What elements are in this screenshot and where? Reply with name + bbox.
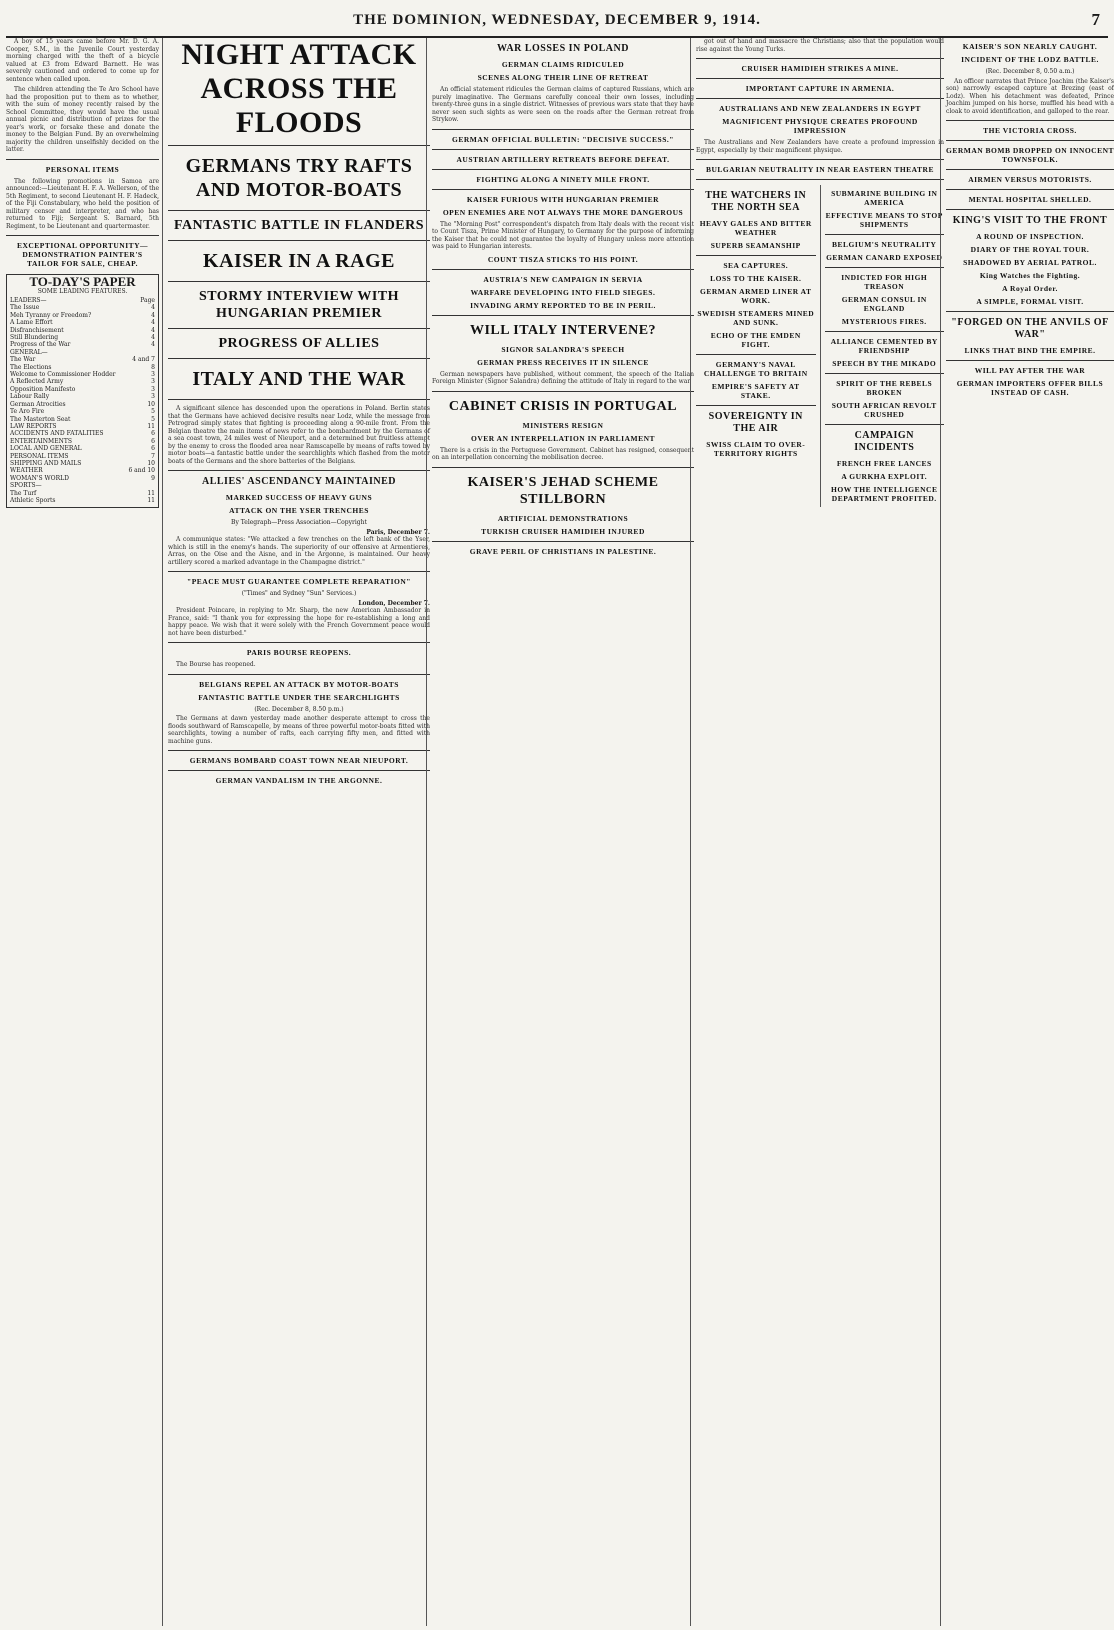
index-label: The War: [10, 356, 36, 364]
index-label: SPORTS—: [10, 482, 42, 490]
headline-german-bulletin: GERMAN OFFICIAL BULLETIN: "DECISIVE SUCCESS.": [452, 134, 674, 144]
todays-paper-box: [6, 274, 159, 508]
index-row: [10, 378, 155, 385]
todays-paper-index: [10, 297, 155, 504]
subhead-salandra: SIGNOR SALANDRA'S SPEECH: [501, 344, 625, 354]
index-label: Te Aro Fire: [10, 408, 45, 416]
index-row: [10, 364, 155, 371]
article-te-aro-school: The children attending the Te Aro School have had the proposition put to them as to whether, with the sum of money recently raised by the School Committee, they would have the usual annual picnic and distribution of prizes for the year's work, or forsake these and donate the money to the Belgian Fund. By an overwhelming majority the children unselfishly decided on the latter.: [6, 86, 159, 153]
index-label: LOCAL AND GENERAL: [10, 445, 82, 453]
subhead-lodz-incident: INCIDENT OF THE LODZ BATTLE.: [961, 55, 1099, 64]
subhead-heavy-gales: HEAVY GALES AND BITTER WEATHER: [699, 219, 812, 237]
index-row: [10, 423, 155, 430]
index-label: ENTERTAINMENTS: [10, 437, 72, 445]
index-page: 11: [147, 496, 155, 504]
headline-belgians-repel: BELGIANS REPEL AN ATTACK BY MOTOR-BOATS: [199, 679, 399, 689]
index-page: 6: [151, 445, 155, 453]
received-note-col5: (Rec. December 8, 0.50 a.m.): [985, 68, 1075, 75]
index-label: The Masterton Seat: [10, 415, 71, 423]
index-label: The Issue: [10, 304, 40, 312]
subhead-king-watches: King Watches the Fighting.: [979, 271, 1081, 280]
headline-naval-challenge: GERMANY'S NAVAL CHALLENGE TO BRITAIN: [703, 360, 808, 378]
article-count-tisza: The "Morning Post" correspondent's dispatch from Italy deals with the recent visit to Count Tisza, Prime Minister of Hungary, to Germany for the purpose of informing the Kaiser that he could not guarantee the loyalty of Hungary unless more attention was paid to Hungarian interests.: [432, 220, 694, 250]
index-page: 9: [151, 474, 155, 482]
index-page: 4: [151, 304, 155, 312]
credit-times-sun: ("Times" and Sydney "Sun" Services.): [241, 590, 357, 597]
headline-austria-servia: AUSTRIA'S NEW CAMPAIGN IN SERVIA: [483, 274, 643, 284]
index-label: PERSONAL ITEMS: [10, 452, 69, 460]
subhead-links-empire: LINKS THAT BIND THE EMPIRE.: [964, 346, 1096, 355]
subhead-loss-kaiser: LOSS TO THE KAISER.: [710, 274, 802, 283]
subhead-heavy-guns: MARKED SUCCESS OF HEAVY GUNS: [225, 493, 373, 502]
index-page: 3: [151, 371, 155, 379]
subhead-tisza-point: COUNT TISZA STICKS TO HIS POINT.: [487, 254, 639, 264]
index-row: [10, 341, 155, 348]
article-prince-joachim: An officer narrates that Prince Joachim (the Kaiser's son) narrowly escaped capture at Brezing (east of Lodz). When his detachment was defeated, Prince Joachim jumped on his horse, muffled his head with a cloak to avoid identification, and galloped to the rear.: [946, 77, 1114, 115]
headline-kings-visit: KING'S VISIT TO THE FRONT: [952, 215, 1108, 226]
column-1: [6, 38, 163, 1626]
column-4-right: [820, 185, 945, 507]
headline-pay-after-war: WILL PAY AFTER THE WAR: [974, 366, 1086, 375]
article-poincare: President Poincare, in replying to Mr. Sharp, the new American Ambassador in France, said: "I thank you for expressing the hope for re-establishing a long and happy peace. We wish that it were solely with the French Government peace would not have been disturbed.": [168, 607, 430, 637]
article-juvenile-court: A boy of 15 years came before Mr. D. G. A. Cooper, S.M., in the Juvenile Court yesterday morning charged with the theft of a bicycle valued at £3 from Edward Barnett. He was severely cautioned and ordered to come up for sentence when called upon.: [6, 38, 159, 83]
subhead-field-sieges: WARFARE DEVELOPING INTO FIELD SIEGES.: [470, 287, 656, 297]
column-5: [940, 38, 1114, 1626]
article-lodz-summary: A significant silence has descended upon the operations in Poland. Berlin states that the Germans have achieved decisive results near Lodz, while the message from Petrograd simply states that fighting is proceeding along a 90-mile front. From the Belgian theatre the main items of news refer to the bombardment by the Germans of a sea coast town, 24 miles west of Nieuport, and a determined but fruitless attempt by the enemy to cross the flooded area near Ramscapelle by means of rafts towed by motor boats—a fantastic battle under the searchlights which flashed from the motor boats of the Germans and the shore batteries of the Belgians.: [168, 405, 430, 465]
headline-belgium-neutrality: BELGIUM'S NEUTRALITY: [832, 240, 937, 249]
index-label: German Atrocities: [10, 400, 66, 408]
headline-paris-bourse: PARIS BOURSE REOPENS.: [246, 648, 352, 657]
subhead-stop-shipments: EFFECTIVE MEANS TO STOP SHIPMENTS: [825, 211, 943, 229]
index-label: LEADERS—: [10, 297, 47, 304]
subhead-yser-trenches: ATTACK ON THE YSER TRENCHES: [229, 506, 369, 515]
column-2: [162, 38, 435, 1626]
index-label: Labour Rally: [10, 393, 50, 401]
subhead-mikado: SPEECH BY THE MIKADO: [832, 359, 937, 368]
headline-north-sea: THE WATCHERS IN THE NORTH SEA: [705, 190, 807, 213]
index-page: 11: [147, 489, 155, 497]
index-row: [10, 416, 155, 423]
index-page: 4: [151, 341, 155, 349]
headline-airmen-motorists: AIRMEN VERSUS MOTORISTS.: [968, 175, 1092, 184]
headline-anzacs-egypt: AUSTRALIANS AND NEW ZEALANDERS IN EGYPT: [719, 104, 921, 113]
index-row: [10, 327, 155, 334]
dateline-paris: Paris, December 7.: [366, 528, 430, 536]
headline-nieuport: GERMANS BOMBARD COAST TOWN NEAR NIEUPORT.: [189, 756, 409, 765]
index-row: [10, 430, 155, 437]
headline-italy-war: ITALY AND THE WAR: [192, 368, 406, 390]
index-row: [10, 304, 155, 311]
subhead-searchlights: FANTASTIC BATTLE UNDER THE SEARCHLIGHTS: [198, 692, 400, 702]
subhead-german-press: GERMAN PRESS RECEIVES IT IN SILENCE: [477, 357, 649, 367]
index-page: 6: [151, 437, 155, 445]
index-row: [10, 497, 155, 504]
subhead-round-inspection: A ROUND OF INSPECTION.: [976, 232, 1084, 241]
index-row: [10, 312, 155, 319]
subhead-open-enemies: OPEN ENEMIES ARE NOT ALWAYS THE MORE DANGEROUS: [442, 207, 684, 217]
headline-mental-hospital: MENTAL HOSPITAL SHELLED.: [968, 195, 1092, 204]
index-label: Opposition Manifesto: [10, 385, 76, 393]
headline-campaign-incidents: CAMPAIGN INCIDENTS: [854, 430, 915, 453]
columns: [6, 38, 1114, 1626]
index-label: ACCIDENTS AND FATALITIES: [10, 430, 104, 438]
index-page: 3: [151, 378, 155, 386]
headline-jehad-scheme: KAISER'S JEHAD SCHEME STILLBORN: [467, 474, 659, 507]
index-row: [10, 349, 155, 356]
article-portugal: There is a crisis in the Portuguese Government. Cabinet has resigned, consequent on an interpellation concerning the mobilisation decree.: [432, 446, 694, 461]
subhead-aerial-patrol: SHADOWED BY AERIAL PATROL.: [963, 258, 1097, 267]
index-page: 5: [151, 408, 155, 416]
article-personal-items: The following promotions in Samoa are announced:—Lieutenant H. F. A. Wellerson, of the 5th Regiment, to second Lieutenant H. F. Hadeck, of the Fiji Constabulary, who held the position of military censor and interpreter, and who has returned to Fiji; Sergeant S. Barnard, 5th Regiment, to be Lieutenant and quartermaster.: [6, 177, 159, 230]
index-label: LAW REPORTS: [10, 422, 57, 430]
index-row: [10, 356, 155, 363]
article-bourse: The Bourse has reopened.: [176, 661, 256, 668]
todays-paper-title: TO-DAY'S PAPER: [29, 274, 136, 289]
headline-christians-palestine: GRAVE PERIL OF CHRISTIANS IN PALESTINE.: [469, 546, 657, 556]
index-page: 6 and 10: [128, 467, 155, 475]
subhead-armed-liner: GERMAN ARMED LINER AT WORK.: [700, 287, 812, 305]
subhead-german-claims: GERMAN CLAIMS RIDICULED: [501, 60, 625, 69]
subhead-artificial-demonstrations: ARTIFICIAL DEMONSTRATIONS: [497, 513, 629, 523]
headline-victoria-cross: THE VICTORIA CROSS.: [983, 126, 1077, 135]
index-row: [10, 490, 155, 497]
subhead-royal-order: A Royal Order.: [1002, 284, 1058, 293]
headline-peace-reparation: "PEACE MUST GUARANTEE COMPLETE REPARATION": [187, 577, 411, 586]
index-row: [10, 453, 155, 460]
personal-items-heading: PERSONAL ITEMS: [45, 164, 120, 174]
masthead-title: THE DOMINION, WEDNESDAY, DECEMBER 9, 1914.: [353, 12, 761, 28]
headline-sovereignty-air: SOVEREIGNTY IN THE AIR: [708, 411, 803, 434]
index-label: GENERAL—: [10, 348, 48, 356]
headline-ninety-mile: FIGHTING ALONG A NINETY MILE FRONT.: [476, 174, 650, 184]
index-label: SHIPPING AND MAILS: [10, 459, 82, 467]
subhead-german-consul: GERMAN CONSUL IN ENGLAND: [841, 295, 927, 313]
dateline-london: London, December 7.: [358, 599, 430, 607]
subhead-german-canard: GERMAN CANARD EXPOSED: [826, 253, 943, 262]
subhead-formal-visit: A SIMPLE, FORMAL VISIT.: [976, 297, 1084, 306]
headline-night-attack: NIGHT ATTACK ACROSS THE FLOODS: [181, 38, 417, 139]
index-page: 5: [151, 415, 155, 423]
article-anzacs: The Australians and New Zealanders have create a profound impression in Egypt, especially by their magnificent physique.: [696, 139, 944, 154]
index-label: Progress of the War: [10, 341, 71, 349]
index-row: [10, 475, 155, 482]
index-row: [10, 408, 155, 415]
index-row: [10, 445, 155, 452]
index-row: [10, 297, 155, 304]
index-row: [10, 482, 155, 489]
headline-progress-allies: PROGRESS OF ALLIES: [218, 336, 380, 351]
headline-alliance-friendship: ALLIANCE CEMENTED BY FRIENDSHIP: [830, 337, 938, 355]
index-page: 4: [151, 334, 155, 342]
headline-war-losses-poland: WAR LOSSES IN POLAND: [497, 43, 629, 54]
subhead-free-lances: FRENCH FREE LANCES: [836, 459, 932, 468]
index-row: [10, 438, 155, 445]
index-row: [10, 401, 155, 408]
column-4-left: [696, 185, 816, 507]
credit-press-association: By Telegraph—Press Association—Copyright: [231, 519, 367, 526]
headline-sea-captures: SEA CAPTURES.: [723, 261, 789, 270]
headline-anvils-of-war: "FORGED ON THE ANVILS OF WAR": [951, 317, 1109, 340]
subhead-royal-tour: DIARY OF THE ROYAL TOUR.: [970, 245, 1090, 254]
headline-kaiser-rage: KAISER IN A RAGE: [203, 250, 395, 272]
index-label: A Reflected Army: [10, 378, 64, 386]
index-page: 4: [151, 326, 155, 334]
index-row: [10, 460, 155, 467]
headline-flanders: FANTASTIC BATTLE IN FLANDERS: [173, 218, 425, 233]
index-page: 10: [147, 400, 155, 408]
headline-italy-intervene: WILL ITALY INTERVENE?: [469, 322, 657, 338]
subhead-hamidieh-injured: TURKISH CRUISER HAMIDIEH INJURED: [481, 526, 645, 536]
subhead-seamanship: SUPERB SEAMANSHIP: [710, 241, 801, 250]
headline-german-bomb: GERMAN BOMB DROPPED ON INNOCENT TOWNSFOLK.: [946, 146, 1114, 164]
index-page: 11: [147, 422, 155, 430]
subhead-interpellation: OVER AN INTERPELLATION IN PARLIAMENT: [471, 433, 655, 443]
index-label: The Turf: [10, 489, 37, 497]
index-row: [10, 467, 155, 474]
subhead-swedish-steamers: SWEDISH STEAMERS MINED AND SUNK.: [697, 309, 815, 327]
article-continuation: got out of hand and massacre the Christians; also that the population would rise against the Young Turks.: [696, 38, 944, 53]
subhead-gurkha: A GURKHA EXPLOIT.: [841, 472, 928, 481]
headline-cabinet-crisis: CABINET CRISIS IN PORTUGAL: [448, 398, 678, 414]
masthead: [6, 6, 1108, 38]
subhead-ministers-resign: MINISTERS RESIGN: [522, 420, 604, 430]
headline-argonne: GERMAN VANDALISM IN THE ARGONNE.: [215, 776, 383, 785]
index-page: 4: [151, 311, 155, 319]
subhead-intelligence: HOW THE INTELLIGENCE DEPARTMENT PROFITED.: [831, 485, 938, 503]
index-label: WOMAN'S WORLD: [10, 474, 69, 482]
headline-kaisers-son: KAISER'S SON NEARLY CAUGHT.: [962, 42, 1098, 51]
headline-kaiser-furious: KAISER FURIOUS WITH HUNGARIAN PREMIER: [466, 194, 660, 204]
index-label: The Elections: [10, 363, 52, 371]
index-row: [10, 393, 155, 400]
headline-austrian-artillery: AUSTRIAN ARTILLERY RETREATS BEFORE DEFEAT.: [456, 154, 670, 164]
page-number: 7: [1091, 10, 1100, 29]
index-page: 4 and 7: [132, 356, 155, 364]
column-4: [690, 38, 949, 1626]
index-page: 3: [151, 393, 155, 401]
subhead-line-of-retreat: SCENES ALONG THEIR LINE OF RETREAT: [477, 73, 649, 82]
subhead-revolt-crushed: SOUTH AFRICAN REVOLT CRUSHED: [831, 401, 937, 419]
index-label: Meh Tyranny or Freedom?: [10, 311, 92, 319]
subhead-emden: ECHO OF THE EMDEN FIGHT.: [710, 331, 801, 349]
index-label: A Lame Effort: [10, 319, 53, 327]
index-label: Still Blundering: [10, 334, 59, 342]
headline-rafts: GERMANS TRY RAFTS AND MOTOR-BOATS: [185, 155, 413, 201]
index-row: [10, 386, 155, 393]
index-label: Disfranchisement: [10, 326, 64, 334]
index-label: WEATHER: [10, 467, 43, 475]
received-note: (Rec. December 8, 8.50 p.m.): [254, 705, 344, 713]
headline-high-treason: INDICTED FOR HIGH TREASON: [841, 273, 928, 291]
index-label: Welcome to Commissioner Hodder: [10, 371, 116, 379]
index-page: 7: [151, 452, 155, 460]
headline-submarine-america: SUBMARINE BUILDING IN AMERICA: [831, 189, 938, 207]
headline-hamidieh-mine: CRUISER HAMIDIEH STRIKES A MINE.: [741, 64, 899, 73]
index-label: Athletic Sports: [10, 496, 56, 504]
headline-stormy-interview: STORMY INTERVIEW WITH HUNGARIAN PREMIER: [198, 289, 400, 321]
exceptional-opportunity-heading: EXCEPTIONAL OPPORTUNITY—DEMONSTRATION PAINTER'S TAILOR FOR SALE, CHEAP.: [16, 241, 149, 268]
headline-bulgarian-neutrality: BULGARIAN NEUTRALITY IN NEAR EASTERN THEATRE: [706, 165, 934, 174]
index-row: [10, 334, 155, 341]
index-page: 3: [151, 385, 155, 393]
column-4-split: [696, 185, 944, 507]
article-communique: A communique states: "We attacked a few trenches on the left bank of the Yser, which is still in the enemy's hands. The superiority of our offensive at Armentieres, Arras, on the Oise and the Aisne, and in the Argonne, is maintained. Our heavy artillery scored a marked advantage in the Champagne district.": [168, 536, 430, 566]
article-motor-boats: The Germans at dawn yesterday made another desperate attempt to cross the floods southward of Ramscapelle, by means of three powerful motor-boats fitted with searchlights, towing a number of rafts, each carrying fifty men, and fitted with machine guns.: [168, 715, 430, 745]
index-page: 6: [151, 430, 155, 438]
index-row: [10, 319, 155, 326]
headline-allies-ascendancy: ALLIES' ASCENDANCY MAINTAINED: [202, 476, 396, 487]
subhead-invading-army: INVADING ARMY REPORTED TO BE IN PERIL.: [470, 300, 656, 310]
index-page: Page: [140, 297, 155, 304]
subhead-physique: MAGNIFICENT PHYSIQUE CREATES PROFOUND IMPRESSION: [722, 117, 918, 135]
subhead-swiss-claim: SWISS CLAIM TO OVER-TERRITORY RIGHTS: [706, 440, 806, 458]
subhead-empire-safety: EMPIRE'S SAFETY AT STAKE.: [711, 382, 800, 400]
index-page: 10: [147, 459, 155, 467]
headline-rebels-broken: SPIRIT OF THE REBELS BROKEN: [836, 379, 933, 397]
index-page: 8: [151, 363, 155, 371]
index-page: 4: [151, 319, 155, 327]
todays-paper-subtitle: SOME LEADING FEATURES.: [37, 287, 128, 295]
column-3: [426, 38, 699, 1626]
subhead-mysterious-fires: MYSTERIOUS FIRES.: [841, 317, 927, 326]
subhead-bills-instead-cash: GERMAN IMPORTERS OFFER BILLS INSTEAD OF CASH.: [956, 379, 1104, 397]
article-war-losses: An official statement ridicules the German claims of captured Russians, which are purely imaginative. The Germans carefully conceal their own losses, including twenty-three guns in a single district. Witnesses of previous wars state that they have never seen such sights as were seen on the roads after the German retreat from Strykow.: [432, 86, 694, 123]
headline-armenia-capture: IMPORTANT CAPTURE IN ARMENIA.: [745, 84, 895, 93]
article-salandra-speech: German newspapers have published, without comment, the speech of the Italian Foreign Minister (Signor Salandra) defining the attitude of Italy in regard to the war.: [432, 370, 694, 385]
index-row: [10, 371, 155, 378]
